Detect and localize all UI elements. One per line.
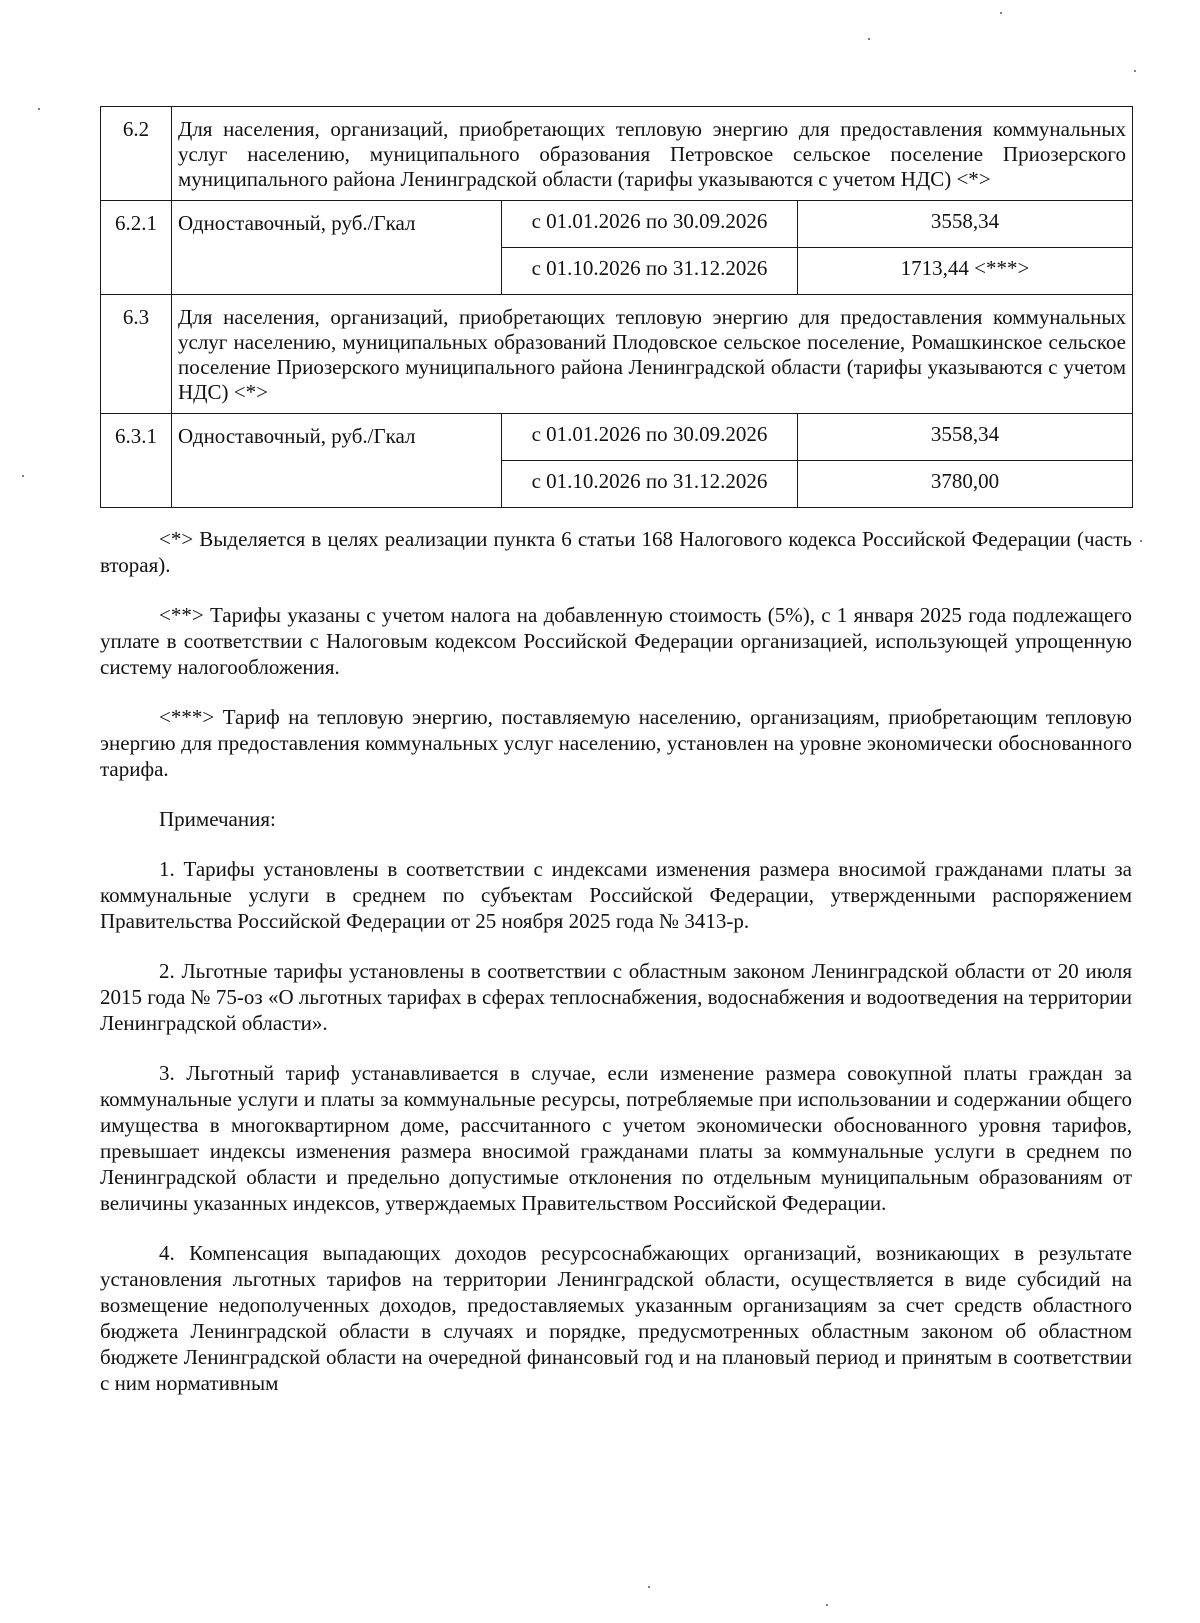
- tariff-table: [100, 106, 1133, 508]
- row-number: 6.3: [101, 295, 172, 414]
- note-item: 3. Льготный тариф устанавливается в случае, если изменение размера совокупной платы граждан за коммунальные услуги и платы за коммунальные ресурсы, потребляемые при использовании и содержании общего имущества в многоквартирном доме, рассчитанного с учетом экономически обоснованного уровня тарифов, превышает индексы изменения размера вносимой гражданами платы за коммунальные услуги в среднем по Ленинградской области и предельно допустимые отклонения по отдельным муниципальным образованиям от величины указанных индексов, утверждаемых Правительством Российской Федерации.: [100, 1061, 1132, 1215]
- tariff-value: 3558,34: [798, 201, 1133, 248]
- scan-speck: [38, 108, 40, 110]
- table-row: [101, 107, 1133, 201]
- scan-speck: [868, 38, 870, 40]
- scan-speck: [1000, 12, 1002, 14]
- scan-speck: [826, 1604, 828, 1606]
- tariff-kind: Одноставочный, руб./Гкал: [172, 414, 502, 508]
- tariff-period: с 01.10.2026 по 31.12.2026: [502, 461, 798, 508]
- table-row: [101, 201, 1133, 248]
- tariff-value: 3558,34: [798, 414, 1133, 461]
- tariff-value: 3780,00: [798, 461, 1133, 508]
- scan-speck: [1140, 540, 1142, 542]
- tariff-period: с 01.01.2026 по 30.09.2026: [502, 414, 798, 461]
- table-row: [101, 414, 1133, 461]
- scan-speck: [648, 1586, 650, 1588]
- note-item: 1. Тарифы установлены в соответствии с индексами изменения размера вносимой гражданами платы за коммунальные услуги в среднем по субъектам Российской Федерации, утвержденными распоряжением Правительства Российской Федерации от 25 ноября 2025 года № 3413-р.: [100, 857, 1132, 933]
- scan-speck: [1134, 70, 1136, 72]
- tariff-period: с 01.10.2026 по 31.12.2026: [502, 248, 798, 295]
- tariff-kind: Одноставочный, руб./Гкал: [172, 201, 502, 295]
- footnote: <***> Тариф на тепловую энергию, поставляемую населению, организациям, приобретающим тепловую энергию для предоставления коммунальных услуг населению, установлен на уровне экономически обоснованного тарифа.: [100, 705, 1132, 781]
- note-item: 4. Компенсация выпадающих доходов ресурсоснабжающих организаций, возникающих в результате установления льготных тарифов на территории Ленинградской области, осуществляется в виде субсидий на возмещение недополученных доходов, предоставляемых указанным организациям за счет средств областного бюджета Ленинградской области в случаях и порядке, предусмотренных областным законом об областном бюджете Ленинградской области на очередной финансовый год и на плановый период и принятым в соответствии с ним нормативным: [100, 1241, 1132, 1395]
- tariff-value: 1713,44 <***>: [798, 248, 1133, 295]
- row-description: Для населения, организаций, приобретающих тепловую энергию для предоставления коммунальных услуг населению, муниципальных образований Плодовское сельское поселение, Ромашкинское сельское поселение Приозерского муниципального района Ленинградской области (тарифы указываются с учетом НДС) <*>: [172, 295, 1133, 414]
- row-number: 6.2.1: [101, 201, 172, 295]
- row-description: Для населения, организаций, приобретающих тепловую энергию для предоставления коммунальных услуг населению, муниципального образования Петровское сельское поселение Приозерского муниципального района Ленинградской области (тарифы указываются с учетом НДС) <*>: [172, 107, 1133, 201]
- footnote: <*> Выделяется в целях реализации пункта 6 статьи 168 Налогового кодекса Российской Федерации (часть вторая).: [100, 527, 1132, 577]
- notes-section: [100, 526, 1132, 1396]
- footnote: <**> Тарифы указаны с учетом налога на добавленную стоимость (5%), с 1 января 2025 года подлежащего уплате в соответствии с Налоговым кодексом Российской Федерации организацией, использующей упрощенную систему налогообложения.: [100, 603, 1132, 679]
- document-page: [100, 106, 1132, 1420]
- scan-speck: [22, 475, 24, 477]
- row-number: 6.2: [101, 107, 172, 201]
- notes-heading: Примечания:: [159, 807, 276, 831]
- table-row: [101, 295, 1133, 414]
- tariff-period: с 01.01.2026 по 30.09.2026: [502, 201, 798, 248]
- row-number: 6.3.1: [101, 414, 172, 508]
- note-item: 2. Льготные тарифы установлены в соответствии с областным законом Ленинградской области от 20 июля 2015 года № 75-оз «О льготных тарифах в сферах теплоснабжения, водоснабжения и водоотведения на территории Ленинградской области».: [100, 959, 1132, 1035]
